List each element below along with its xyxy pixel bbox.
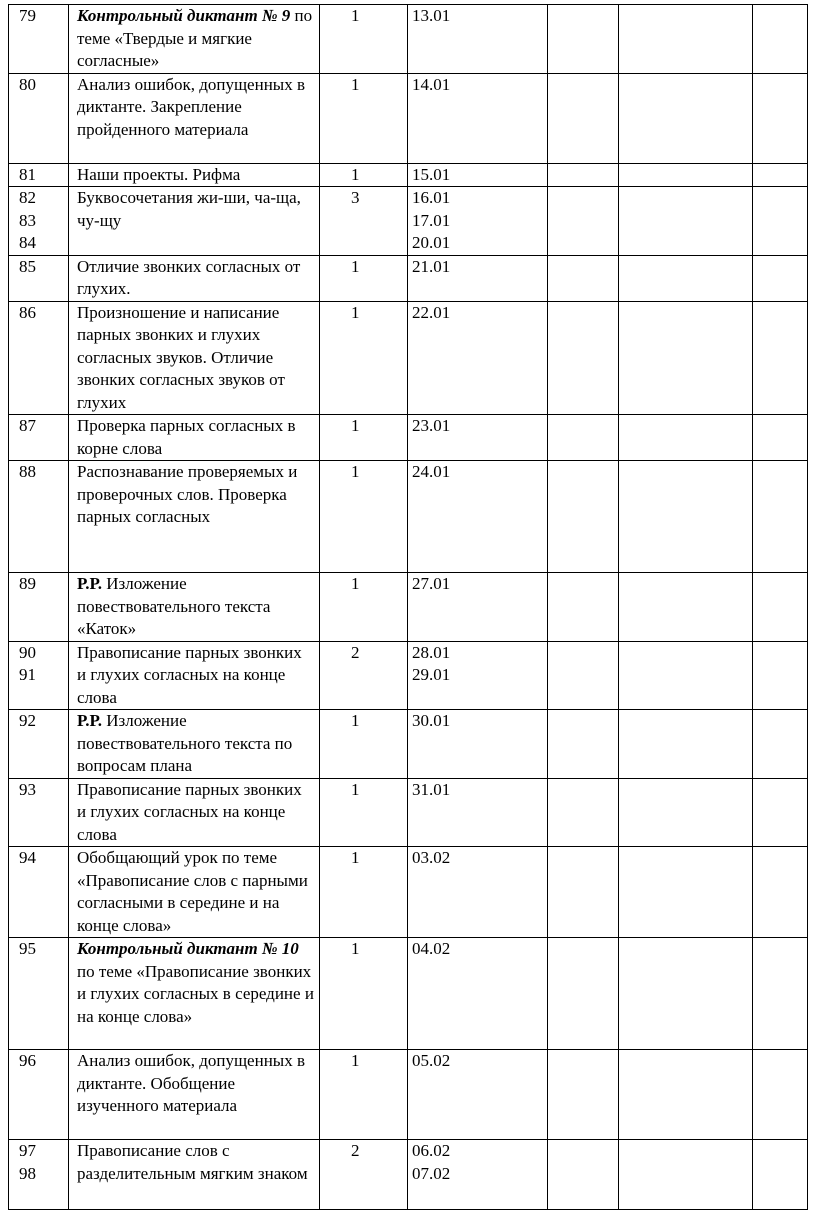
lesson-topic-cell bbox=[69, 778, 320, 847]
empty-cell bbox=[548, 415, 619, 461]
lesson-number: 88 bbox=[19, 462, 36, 481]
speech-development-label: Р.Р. bbox=[77, 574, 103, 593]
empty-cell bbox=[619, 163, 753, 187]
lesson-date-cell bbox=[408, 301, 548, 415]
hours-count: 1 bbox=[351, 1051, 360, 1070]
lesson-topic-cell bbox=[69, 187, 320, 256]
lesson-date: 03.02 bbox=[412, 848, 451, 867]
lesson-topic-cell bbox=[69, 461, 320, 573]
hours-cell bbox=[320, 163, 408, 187]
lesson-topic: Анализ ошибок, допущенных в диктанте. Обобщение изученного материала bbox=[77, 1051, 305, 1115]
lesson-number: 97 98 bbox=[19, 1141, 36, 1183]
empty-cell bbox=[548, 1140, 619, 1210]
empty-cell bbox=[619, 1050, 753, 1140]
lesson-number-cell bbox=[9, 847, 69, 938]
empty-cell bbox=[619, 255, 753, 301]
hours-cell bbox=[320, 1050, 408, 1140]
empty-cell bbox=[753, 415, 808, 461]
hours-count: 3 bbox=[351, 188, 360, 207]
table-row bbox=[9, 301, 808, 415]
table-row bbox=[9, 415, 808, 461]
empty-cell bbox=[619, 573, 753, 642]
lesson-number: 82 83 84 bbox=[19, 188, 36, 252]
table-row bbox=[9, 778, 808, 847]
lesson-number-cell bbox=[9, 1140, 69, 1210]
empty-cell bbox=[753, 641, 808, 710]
lesson-number-cell bbox=[9, 301, 69, 415]
lesson-date-cell bbox=[408, 5, 548, 74]
lesson-number: 87 bbox=[19, 416, 36, 435]
lesson-date: 22.01 bbox=[412, 302, 451, 322]
lesson-date-cell bbox=[408, 710, 548, 779]
lesson-topic-cell bbox=[69, 301, 320, 415]
lesson-date-cell bbox=[408, 1140, 548, 1210]
lesson-date: 04.02 bbox=[412, 939, 451, 958]
lesson-number: 94 bbox=[19, 848, 36, 867]
lesson-number-cell bbox=[9, 710, 69, 779]
empty-cell bbox=[753, 255, 808, 301]
empty-cell bbox=[753, 301, 808, 415]
empty-cell bbox=[753, 163, 808, 187]
lesson-topic: Изложение повествовательного текста по вопросам плана bbox=[77, 711, 293, 775]
lesson-date-cell bbox=[408, 641, 548, 710]
lesson-rows bbox=[9, 5, 808, 1210]
lesson-date-cell bbox=[408, 461, 548, 573]
table-row bbox=[9, 255, 808, 301]
empty-cell bbox=[753, 573, 808, 642]
lesson-topic-cell bbox=[69, 938, 320, 1050]
empty-cell bbox=[753, 938, 808, 1050]
empty-cell bbox=[753, 1140, 808, 1210]
hours-cell bbox=[320, 778, 408, 847]
empty-cell bbox=[753, 847, 808, 938]
empty-cell bbox=[753, 187, 808, 256]
lesson-topic-cell bbox=[69, 5, 320, 74]
lesson-date: 31.01 bbox=[412, 779, 451, 799]
hours-cell bbox=[320, 938, 408, 1050]
empty-cell bbox=[619, 847, 753, 938]
hours-count: 1 bbox=[351, 6, 360, 25]
test-title: Контрольный диктант № 9 bbox=[77, 6, 291, 25]
lesson-topic-cell bbox=[69, 415, 320, 461]
lesson-topic: Проверка парных согласных в корне слова bbox=[77, 416, 296, 458]
hours-count: 1 bbox=[351, 939, 360, 958]
lesson-date-cell bbox=[408, 73, 548, 163]
lesson-topic: по теме «Правописание звонких и глухих согласных в середине и на конце слова» bbox=[77, 961, 314, 1026]
lesson-date-cell bbox=[408, 573, 548, 642]
lesson-date: 16.01 17.01 20.01 bbox=[412, 188, 451, 252]
empty-cell bbox=[548, 73, 619, 163]
empty-cell bbox=[619, 710, 753, 779]
empty-cell bbox=[619, 461, 753, 573]
lesson-number-cell bbox=[9, 255, 69, 301]
hours-count: 1 bbox=[351, 711, 360, 730]
hours-cell bbox=[320, 73, 408, 163]
lesson-number-cell bbox=[9, 163, 69, 187]
lesson-date: 14.01 bbox=[412, 74, 451, 94]
lesson-topic: Наши проекты. Рифма bbox=[77, 164, 241, 184]
lesson-date-cell bbox=[408, 938, 548, 1050]
lesson-topic-cell bbox=[69, 641, 320, 710]
empty-cell bbox=[619, 1140, 753, 1210]
lesson-topic: Правописание парных звонких и глухих согласных на конце слова bbox=[77, 779, 302, 844]
lesson-topic: Произношение и написание парных звонких и глухих согласных звуков. Отличие звонких согласных звуков от глухих bbox=[77, 302, 285, 412]
hours-cell bbox=[320, 1140, 408, 1210]
table-row bbox=[9, 710, 808, 779]
lesson-topic-cell bbox=[69, 73, 320, 163]
lesson-number: 95 bbox=[19, 939, 36, 958]
lesson-number: 81 bbox=[19, 164, 36, 184]
lesson-date: 30.01 bbox=[412, 711, 451, 730]
lesson-topic-cell bbox=[69, 255, 320, 301]
empty-cell bbox=[548, 301, 619, 415]
table-row bbox=[9, 461, 808, 573]
empty-cell bbox=[548, 255, 619, 301]
lesson-date-cell bbox=[408, 163, 548, 187]
lesson-number-cell bbox=[9, 641, 69, 710]
empty-cell bbox=[619, 187, 753, 256]
hours-count: 1 bbox=[351, 164, 360, 184]
empty-cell bbox=[619, 73, 753, 163]
empty-cell bbox=[548, 778, 619, 847]
lesson-date-cell bbox=[408, 847, 548, 938]
table-row bbox=[9, 573, 808, 642]
empty-cell bbox=[548, 847, 619, 938]
test-title: Контрольный диктант № 10 bbox=[77, 939, 299, 958]
lesson-topic: по теме «Твердые и мягкие согласные» bbox=[77, 6, 313, 70]
lesson-date: 15.01 bbox=[412, 164, 451, 184]
lesson-number-cell bbox=[9, 5, 69, 74]
lesson-date-cell bbox=[408, 1050, 548, 1140]
lesson-number: 85 bbox=[19, 256, 36, 276]
lesson-number: 79 bbox=[19, 6, 36, 25]
lesson-topic: Правописание парных звонких и глухих согласных на конце слова bbox=[77, 642, 302, 707]
lesson-topic-cell bbox=[69, 847, 320, 938]
empty-cell bbox=[548, 187, 619, 256]
lesson-date: 05.02 bbox=[412, 1051, 451, 1070]
empty-cell bbox=[753, 461, 808, 573]
lesson-topic: Отличие звонких согласных от глухих. bbox=[77, 256, 301, 298]
table-row bbox=[9, 163, 808, 187]
lesson-number-cell bbox=[9, 938, 69, 1050]
lesson-number: 86 bbox=[19, 302, 36, 322]
speech-development-label: Р.Р. bbox=[77, 711, 103, 730]
lesson-date: 27.01 bbox=[412, 574, 451, 593]
lesson-date-cell bbox=[408, 415, 548, 461]
hours-cell bbox=[320, 461, 408, 573]
lesson-number: 92 bbox=[19, 711, 36, 730]
lesson-number: 96 bbox=[19, 1051, 36, 1070]
lesson-number: 93 bbox=[19, 779, 36, 799]
hours-count: 1 bbox=[351, 256, 360, 276]
empty-cell bbox=[548, 5, 619, 74]
lesson-number-cell bbox=[9, 778, 69, 847]
empty-cell bbox=[619, 938, 753, 1050]
lesson-date-cell bbox=[408, 187, 548, 256]
table-row bbox=[9, 938, 808, 1050]
lesson-topic-cell bbox=[69, 573, 320, 642]
hours-count: 1 bbox=[351, 74, 360, 94]
empty-cell bbox=[753, 778, 808, 847]
lesson-date: 23.01 bbox=[412, 416, 451, 435]
empty-cell bbox=[548, 938, 619, 1050]
lesson-date: 06.02 07.02 bbox=[412, 1141, 451, 1183]
lesson-topic-cell bbox=[69, 163, 320, 187]
lesson-number: 80 bbox=[19, 74, 36, 94]
lesson-topic: Буквосочетания жи-ши, ча-ща, чу-щу bbox=[77, 188, 301, 230]
lesson-number-cell bbox=[9, 73, 69, 163]
lesson-number-cell bbox=[9, 415, 69, 461]
lesson-topic: Обобщающий урок по теме «Правописание слов с парными согласными в середине и на конце слова» bbox=[77, 848, 308, 935]
empty-cell bbox=[548, 573, 619, 642]
lesson-number-cell bbox=[9, 461, 69, 573]
hours-cell bbox=[320, 187, 408, 256]
empty-cell bbox=[753, 73, 808, 163]
lesson-date: 21.01 bbox=[412, 256, 451, 276]
empty-cell bbox=[753, 5, 808, 74]
lesson-topic: Распознавание проверяемых и проверочных слов. Проверка парных согласных bbox=[77, 462, 298, 526]
hours-cell bbox=[320, 641, 408, 710]
lesson-plan-table bbox=[8, 4, 808, 1210]
hours-cell bbox=[320, 5, 408, 74]
hours-count: 1 bbox=[351, 574, 360, 593]
lesson-date: 13.01 bbox=[412, 6, 451, 25]
table-row bbox=[9, 187, 808, 256]
lesson-number-cell bbox=[9, 1050, 69, 1140]
empty-cell bbox=[548, 163, 619, 187]
hours-count: 1 bbox=[351, 779, 360, 799]
lesson-date-cell bbox=[408, 778, 548, 847]
empty-cell bbox=[548, 710, 619, 779]
table-row bbox=[9, 1050, 808, 1140]
lesson-number: 89 bbox=[19, 574, 36, 593]
empty-cell bbox=[753, 710, 808, 779]
empty-cell bbox=[619, 415, 753, 461]
hours-count: 1 bbox=[351, 848, 360, 867]
empty-cell bbox=[619, 778, 753, 847]
hours-cell bbox=[320, 847, 408, 938]
hours-cell bbox=[320, 301, 408, 415]
hours-count: 1 bbox=[351, 462, 360, 481]
hours-cell bbox=[320, 415, 408, 461]
lesson-topic-cell bbox=[69, 1140, 320, 1210]
lesson-topic: Изложение повествовательного текста «Каток» bbox=[77, 574, 271, 638]
empty-cell bbox=[619, 5, 753, 74]
table-row bbox=[9, 1140, 808, 1210]
hours-cell bbox=[320, 255, 408, 301]
table-row bbox=[9, 641, 808, 710]
empty-cell bbox=[548, 1050, 619, 1140]
hours-cell bbox=[320, 710, 408, 779]
empty-cell bbox=[753, 1050, 808, 1140]
empty-cell bbox=[548, 641, 619, 710]
empty-cell bbox=[619, 301, 753, 415]
lesson-date: 24.01 bbox=[412, 462, 451, 481]
empty-cell bbox=[619, 641, 753, 710]
table-row bbox=[9, 847, 808, 938]
lesson-date: 28.01 29.01 bbox=[412, 642, 451, 684]
lesson-topic: Анализ ошибок, допущенных в диктанте. Закрепление пройденного материала bbox=[77, 74, 305, 139]
hours-count: 2 bbox=[351, 642, 360, 662]
table-row bbox=[9, 5, 808, 74]
table-row bbox=[9, 73, 808, 163]
hours-count: 1 bbox=[351, 302, 360, 322]
lesson-number: 90 91 bbox=[19, 642, 36, 684]
hours-count: 2 bbox=[351, 1141, 360, 1160]
lesson-topic-cell bbox=[69, 710, 320, 779]
lesson-number-cell bbox=[9, 187, 69, 256]
lesson-number-cell bbox=[9, 573, 69, 642]
lesson-topic-cell bbox=[69, 1050, 320, 1140]
lesson-topic: Правописание слов с разделительным мягким знаком bbox=[77, 1141, 308, 1183]
hours-cell bbox=[320, 573, 408, 642]
empty-cell bbox=[548, 461, 619, 573]
lesson-date-cell bbox=[408, 255, 548, 301]
hours-count: 1 bbox=[351, 416, 360, 435]
